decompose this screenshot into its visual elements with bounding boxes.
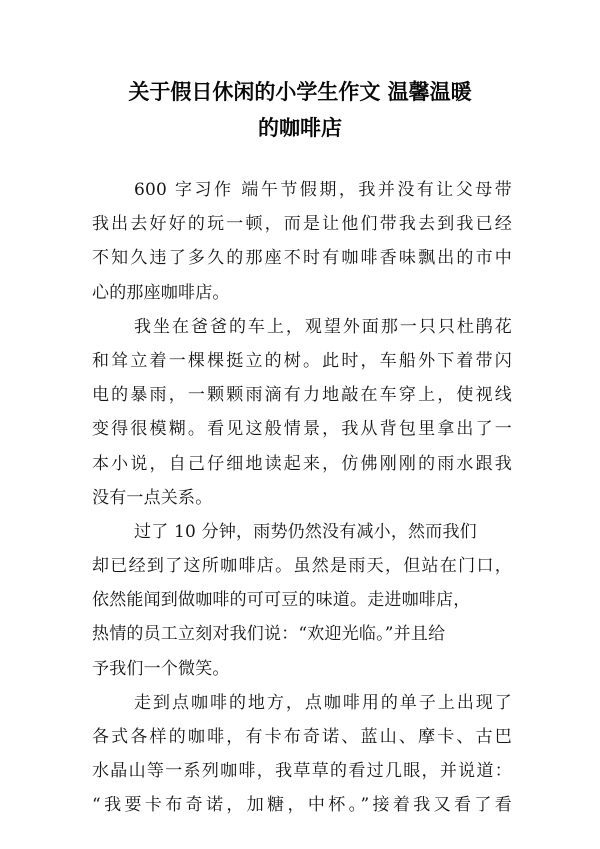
text-line: 我出去好好的玩一顿，而是让他们带我去到我已经 <box>92 214 512 235</box>
text-line: 变得很模糊。看见这般情景，我从背包里拿出了一 <box>92 419 512 440</box>
text-line: 走到点咖啡的地方，点咖啡用的单子上出现了 <box>134 692 512 713</box>
text-line: 没有一点关系。 <box>92 487 213 508</box>
text-line: 600 字习作 端午节假期，我并没有让父母带 <box>134 180 512 200</box>
text-line: 过了 10 分钟，雨势仍然没有减小，然而我们 <box>134 521 477 542</box>
text-line: 我坐在爸爸的车上，观望外面那一只只杜鹃花 <box>134 316 512 337</box>
text-line: 心的那座咖啡店。 <box>92 282 230 303</box>
text-line: “我要卡布奇诺，加糖，中杯。”接着我又看了看 <box>92 795 512 816</box>
text-line: 予我们一个微笑。 <box>92 658 230 679</box>
document-title <box>60 74 540 146</box>
essay-body <box>92 178 512 828</box>
text-line: 各式各样的咖啡，有卡布奇诺、蓝山、摩卡、古巴 <box>92 727 512 747</box>
text-line: 水晶山等一系列咖啡，我草草的看过几眼，并说道： <box>92 761 512 782</box>
title-line-1: 关于假日休闲的小学生作文 温馨温暖 <box>128 80 472 104</box>
text-line: 不知久违了多久的那座不时有咖啡香味飘出的市中 <box>92 248 512 269</box>
text-line: 电的暴雨，一颗颗雨滴有力地敲在车穿上，使视线 <box>92 385 512 406</box>
text-line: 本小说，自己仔细地读起来，仿佛刚刚的雨水跟我 <box>92 453 512 474</box>
text-line: 依然能闻到做咖啡的可可豆的味道。走进咖啡店， <box>92 590 471 611</box>
text-line: 和耸立着一棵棵挺立的树。此时，车船外下着带闪 <box>92 350 512 371</box>
text-line: 却已经到了这所咖啡店。虽然是雨天，但站在门口， <box>92 556 512 577</box>
text-line: 热情的员工立刻对我们说：“欢迎光临。”并且给 <box>92 624 446 645</box>
title-line-2: 的咖啡店 <box>258 116 342 140</box>
